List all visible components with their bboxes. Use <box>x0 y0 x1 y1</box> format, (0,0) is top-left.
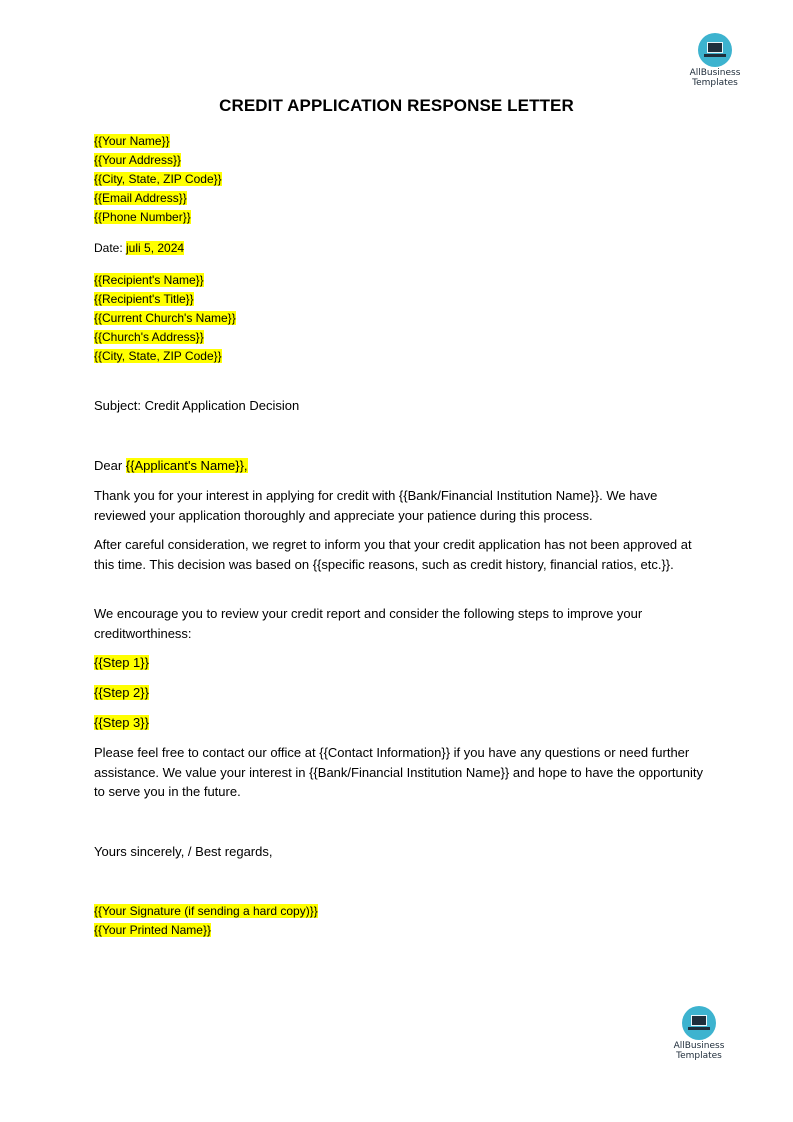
laptop-icon <box>698 33 732 67</box>
date-value: juli 5, 2024 <box>126 241 185 255</box>
sender-email: {{Email Address}} <box>94 191 187 205</box>
logo-text: AllBusiness Templates <box>689 68 741 88</box>
sender-phone: {{Phone Number}} <box>94 210 191 224</box>
applicant-name: {{Applicant's Name}}, <box>125 458 248 473</box>
recipient-title: {{Recipient's Title}} <box>94 292 194 306</box>
paragraph-2: After careful consideration, we regret to inform you that your credit application has not been approved at this time. This decision was based on {{specific reasons, such as credit history, financial ratios, etc.}}. <box>94 537 692 572</box>
date-line <box>94 239 184 257</box>
recipient-name: {{Recipient's Name}} <box>94 273 204 287</box>
recipient-church: {{Current Church's Name}} <box>94 311 236 325</box>
step-2: {{Step 2}} <box>94 685 149 700</box>
sender-name: {{Your Name}} <box>94 134 170 148</box>
page-title: CREDIT APPLICATION RESPONSE LETTER <box>219 96 574 115</box>
date-label: Date: <box>94 241 127 255</box>
sender-address: {{Your Address}} <box>94 153 181 167</box>
printed-name: {{Your Printed Name}} <box>94 923 211 937</box>
step-1: {{Step 1}} <box>94 655 149 670</box>
subject-line: Subject: Credit Application Decision <box>94 398 300 413</box>
closing-paragraph: Please feel free to contact our office at {{Contact Information}} if you have any questions or need further assistance. We value your interest in {{Bank/Financial Institution Name}} and hope to have the opportunity to serve you in the future. <box>94 745 703 799</box>
logo-bottom <box>659 1006 739 1061</box>
sender-city: {{City, State, ZIP Code}} <box>94 172 222 186</box>
recipient-address: {{Church's Address}} <box>94 330 204 344</box>
salutation: Dear {{Applicant's Name}}, <box>94 458 248 473</box>
laptop-icon <box>682 1006 716 1040</box>
paragraph-1: Thank you for your interest in applying for credit with {{Bank/Financial Institution Name}}. We have reviewed your application thoroughly and appreciate your patience during this process. <box>94 488 658 523</box>
logo-text: AllBusiness Templates <box>673 1041 725 1061</box>
step-3: {{Step 3}} <box>94 715 149 730</box>
signature-placeholder: {{Your Signature (if sending a hard copy)}} <box>94 904 318 918</box>
paragraph-3: We encourage you to review your credit report and consider the following steps to improve your creditworthiness: <box>94 606 643 641</box>
signoff: Yours sincerely, / Best regards, <box>94 844 273 859</box>
recipient-city: {{City, State, ZIP Code}} <box>94 349 222 363</box>
logo-top <box>675 33 755 88</box>
